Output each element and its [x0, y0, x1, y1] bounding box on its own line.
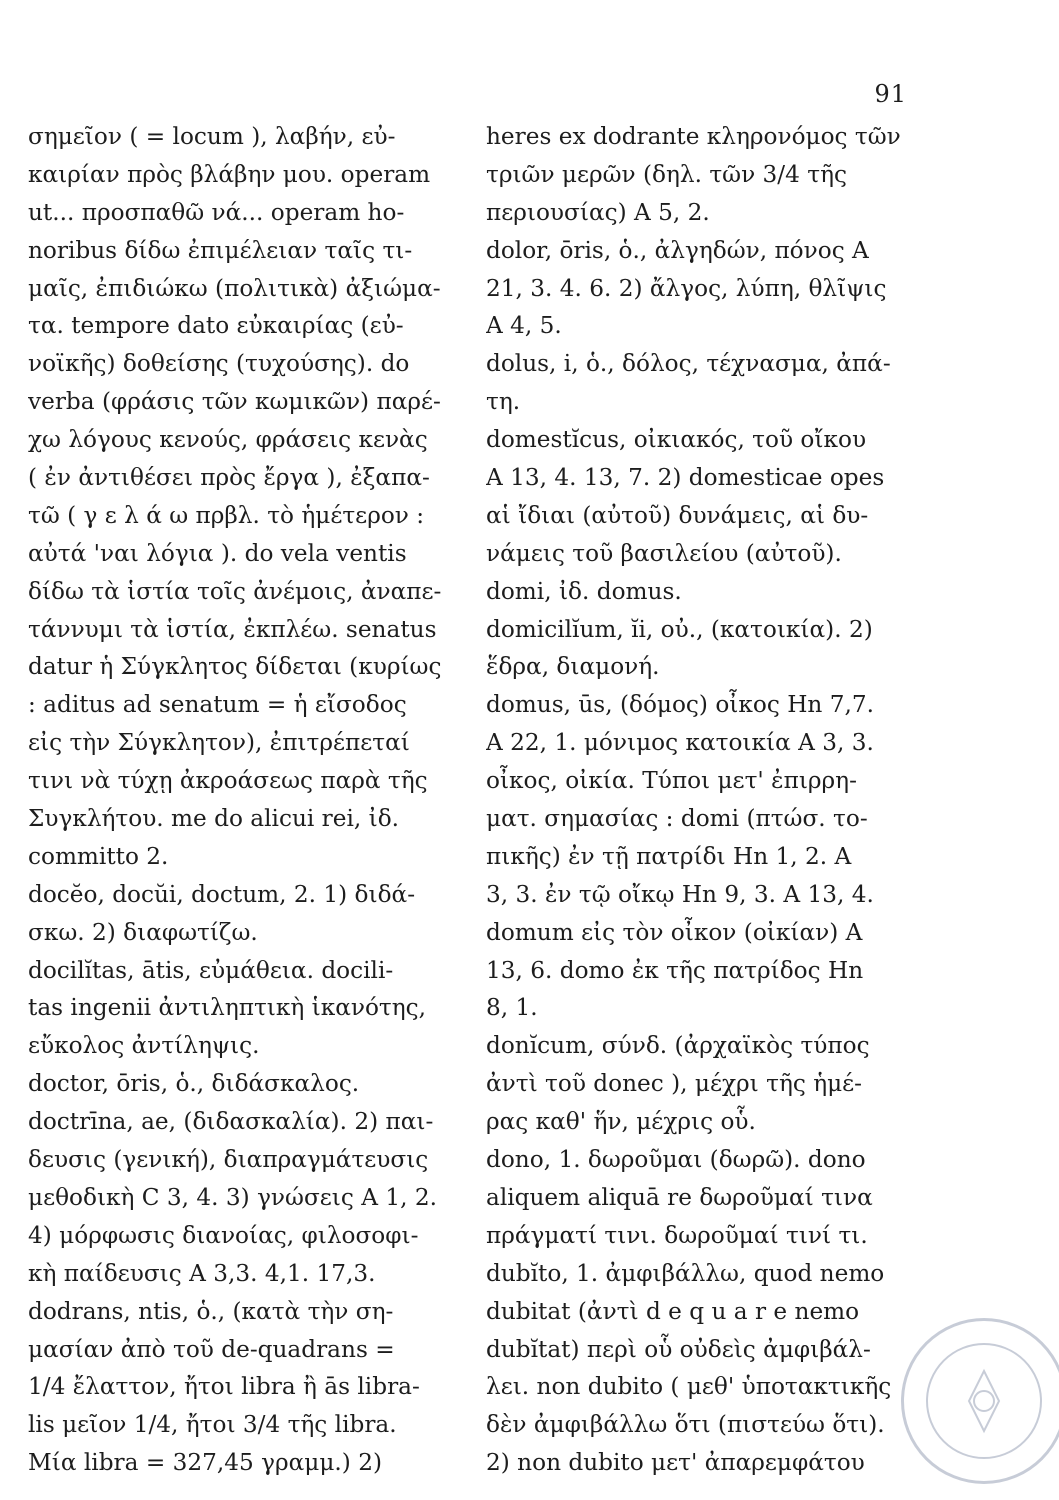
- text-line: doctrīna, ae, (διδασκαλία). 2) παι-: [28, 1108, 434, 1136]
- text-line: λει. non dubito ( μεθ' ὑποτακτικῆς: [486, 1373, 892, 1401]
- text-line: 2) non dubito μετ' ἀπαρεμφάτου: [486, 1449, 865, 1477]
- text-line: μασίαν ἀπὸ τοῦ de-quadrans =: [28, 1335, 395, 1363]
- text-line: aliquem aliquā re δωροῦμαί τινα: [486, 1183, 873, 1211]
- text-line: : aditus ad senatum = ἡ εἴσοδος: [28, 691, 407, 719]
- text-line: docĕo, docŭi, doctum, 2. 1) διδά-: [28, 880, 416, 908]
- text-line: ἀντὶ τοῦ donec ), μέχρι τῆς ἡμέ-: [486, 1070, 863, 1098]
- text-line: πικῆς) ἐν τῇ πατρίδι Hn 1, 2. A: [486, 842, 852, 870]
- library-stamp: [901, 1318, 1059, 1484]
- text-line: δίδω τὰ ἱστία τοῖς ἀνέμοις, ἀναπε-: [28, 577, 442, 605]
- text-line: dolor, ōris, ὁ., ἀλγηδών, πόνος A: [486, 236, 869, 264]
- text-line: μεθοδικὴ C 3, 4. 3) γνώσεις A 1, 2.: [28, 1183, 437, 1211]
- text-line: domi, ἰδ. domus.: [486, 577, 682, 605]
- text-line: Συγκλήτου. me do alicui rei, ἰδ.: [28, 805, 400, 833]
- text-line: lis μεῖον 1/4, ἤτοι 3/4 τῆς libra.: [28, 1411, 397, 1439]
- text-line: domus, ūs, (δόμος) οἶκος Hn 7,7.: [486, 691, 874, 719]
- text-line: εἰς τὴν Σύγκλητον), ἐπιτρέπεταί: [28, 729, 410, 757]
- text-line: τα. tempore dato εὐκαιρίας (εὐ-: [28, 312, 404, 340]
- text-line: δὲν ἀμφιβάλλω ὅτι (πιστεύω ὅτι).: [486, 1411, 885, 1439]
- left-column: [28, 118, 458, 1482]
- text-line: docilĭtas, ātis, εὐμάθεια. docili-: [28, 956, 394, 984]
- text-line: Μία libra = 327,45 γραμμ.) 2): [28, 1449, 382, 1477]
- text-line: heres ex dodrante κληρονόμος τῶν: [486, 123, 901, 150]
- text-line: τριῶν μερῶν (δηλ. τῶν 3/4 τῆς: [486, 160, 847, 188]
- text-line: 4) μόρφωσις διανοίας, φιλοσοφι-: [28, 1221, 419, 1249]
- text-line: τινι νὰ τύχῃ ἀκροάσεως παρὰ τῆς: [28, 767, 428, 795]
- text-line: δευσις (γενική), διαπραγμάτευσις: [28, 1146, 429, 1174]
- text-line: dubitat (ἀντὶ d e q u a r e nemo: [486, 1297, 860, 1325]
- text-line: σκω. 2) διαφωτίζω.: [28, 918, 258, 946]
- text-line: πράγματί τινι. δωροῦμαί τινί τι.: [486, 1221, 868, 1249]
- text-line: 13, 6. domo ἐκ τῆς πατρίδος Hn: [486, 956, 864, 984]
- text-line: τάννυμι τὰ ἱστία, ἐκπλέω. senatus: [28, 615, 437, 643]
- text-line: A 13, 4. 13, 7. 2) domesticae opes: [486, 464, 885, 492]
- text-line: μαῖς, ἐπιδιώκω (πολιτικὰ) ἀξιώμα-: [28, 274, 441, 302]
- text-line: dodrans, ntis, ὁ., (κατὰ τὴν ση-: [28, 1297, 394, 1325]
- text-line: dubĭto, 1. ἀμφιβάλλω, quod nemo: [486, 1259, 885, 1287]
- text-line: A 4, 5.: [486, 312, 562, 340]
- text-line: αἱ ἴδιαι (αὐτοῦ) δυνάμεις, αἱ δυ-: [486, 501, 869, 529]
- text-line: ( ἐν ἀντιθέσει πρὸς ἔργα ), ἐξαπα-: [28, 464, 430, 492]
- text-line: ἕδρα, διαμονή.: [486, 653, 660, 681]
- text-line: χω λόγους κενούς, φράσεις κενὰς: [28, 426, 428, 454]
- text-line: doctor, ōris, ὁ., διδάσκαλος.: [28, 1070, 360, 1098]
- text-line: dono, 1. δωροῦμαι (δωρῶ). dono: [486, 1146, 866, 1174]
- text-line: περιουσίας) A 5, 2.: [486, 198, 710, 226]
- text-line: ματ. σημασίας : domi (πτώσ. το-: [486, 805, 868, 833]
- text-line: ut... προσπαθῶ νά... operam ho-: [28, 198, 405, 226]
- text-line: εὔκολος ἀντίληψις.: [28, 1032, 260, 1060]
- text-line: datur ἡ Σύγκλητος δίδεται (κυρίως: [28, 653, 442, 681]
- text-line: domicilĭum, ĭi, οὐ., (κατοικία). 2): [486, 615, 873, 643]
- text-line: αὐτά 'ναι λόγια ). do vela ventis: [28, 539, 407, 567]
- text-line: donĭcum, σύνδ. (ἀρχαϊκὸς τύπος: [486, 1032, 870, 1060]
- text-line: A 22, 1. μόνιμος κατοικία A 3, 3.: [486, 729, 874, 757]
- text-line: domum εἰς τὸν οἶκον (οἰκίαν) A: [486, 918, 863, 946]
- text-line: committo 2.: [28, 842, 169, 870]
- text-line: domestĭcus, οἰκιακός, τοῦ οἴκου: [486, 426, 867, 454]
- text-line: 21, 3. 4. 6. 2) ἄλγος, λύπη, θλῖψις: [486, 274, 887, 302]
- text-line: σημεῖον ( = locum ), λαβήν, εὐ-: [28, 123, 396, 150]
- text-line: verba (φράσις τῶν κωμικῶν) παρέ-: [28, 388, 441, 416]
- text-line: noribus δίδω ἐπιμέλειαν ταῖς τι-: [28, 236, 413, 264]
- text-line: νάμεις τοῦ βασιλείου (αὐτοῦ).: [486, 539, 842, 567]
- text-line: 3, 3. ἐν τῷ οἴκῳ Hn 9, 3. A 13, 4.: [486, 880, 874, 908]
- text-line: τῶ ( γ ε λ ά ω πρβλ. τὸ ἡμέτερον :: [28, 501, 425, 529]
- text-line: νοϊκῆς) δοθείσης (τυχούσης). do: [28, 350, 410, 378]
- text-line: dubĭtat) περὶ οὗ οὐδεὶς ἀμφιβάλ-: [486, 1335, 871, 1363]
- text-line: οἶκος, οἰκία. Τύποι μετ' ἐπιρρη-: [486, 767, 857, 795]
- text-line: 8, 1.: [486, 994, 538, 1022]
- text-line: tas ingenii ἀντιληπτικὴ ἱκανότης,: [28, 994, 427, 1022]
- text-line: 1/4 ἔλαττον, ἤτοι libra ἢ ās libra-: [28, 1373, 420, 1401]
- stamp-emblem-icon: [904, 1321, 1059, 1481]
- right-column: [486, 118, 916, 1482]
- text-line: ρας καθ' ἥν, μέχρις οὗ.: [486, 1108, 756, 1136]
- text-line: dolus, i, ὁ., δόλος, τέχνασμα, ἀπά-: [486, 350, 891, 378]
- text-line: τη.: [486, 388, 521, 416]
- text-line: καιρίαν πρὸς βλάβην μου. operam: [28, 160, 431, 188]
- page-number: 91: [874, 80, 907, 108]
- text-line: κὴ παίδευσις A 3,3. 4,1. 17,3.: [28, 1259, 376, 1287]
